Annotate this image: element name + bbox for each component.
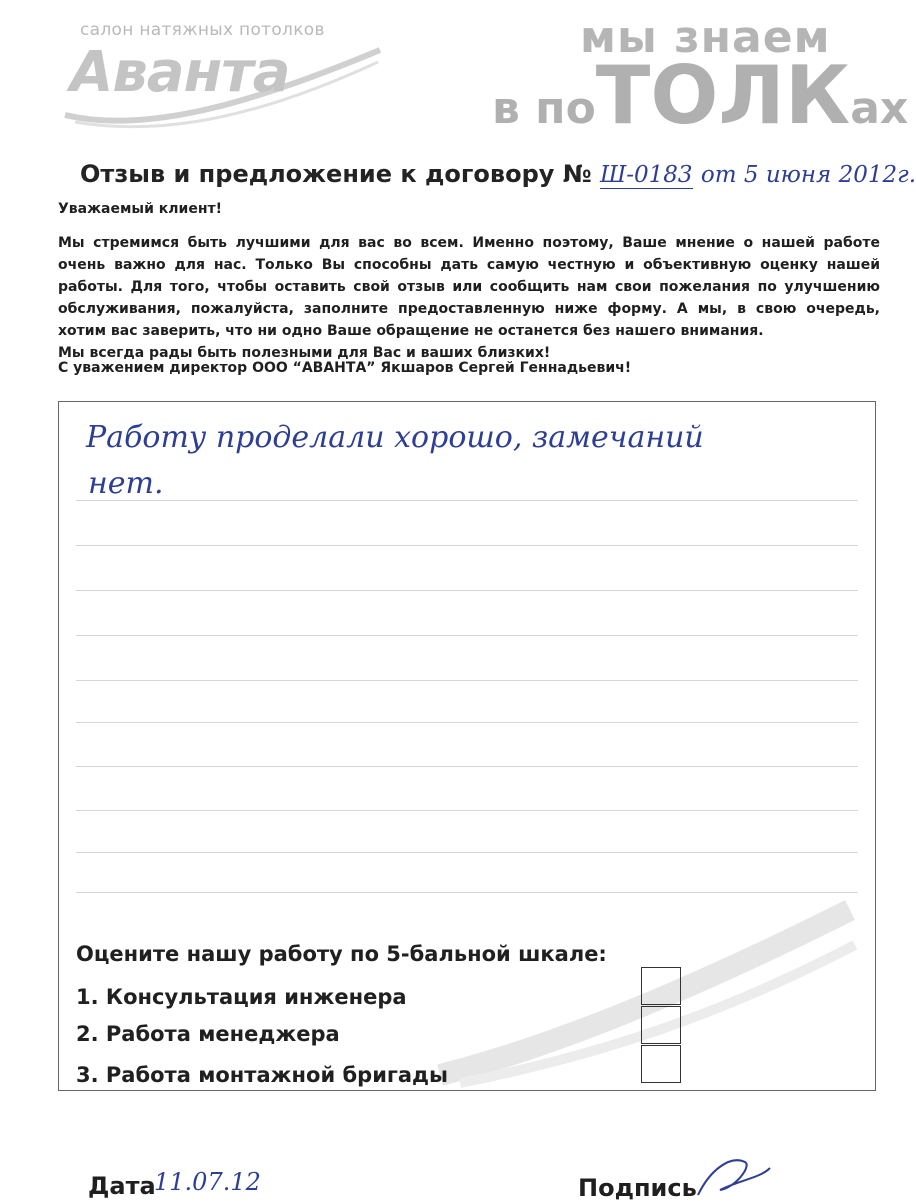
ruled-line: [76, 545, 858, 546]
director-signature-line: С уважением директор ООО “АВАНТА” Якшаров Сергей Геннадьевич!: [58, 360, 632, 376]
slogan-suffix: ах: [850, 83, 909, 134]
ruled-line: [76, 892, 858, 893]
ruled-line: [76, 852, 858, 853]
rating-item-installers: 3. Работа монтажной бригады: [76, 1063, 449, 1087]
intro-text: [58, 232, 880, 364]
handwritten-signature-icon: [690, 1150, 780, 1200]
logo-name: Аванта: [70, 40, 290, 105]
intro-paragraph: Мы стремимся быть лучшими для вас во всем. Именно поэтому, Ваше мнение о нашей работе очень важно для нас. Только Вы способны дать самую честную и объективную оценку нашей работы. Для того, чтобы оставить свой отзыв или сообщить нам свои пожелания по улучшению обслуживания, пожалуйста, заполните предоставленную ниже форму. А мы, в свою очередь, хотим вас заверить, что ни одно Ваше обращение не останется без нашего внимания.: [58, 235, 880, 339]
ruled-line: [76, 680, 858, 681]
feedback-handwritten-line2: нет.: [88, 466, 164, 501]
date-label: Дата: [88, 1172, 156, 1200]
slogan-big: ТОЛК: [595, 49, 851, 142]
form-title: [80, 160, 916, 188]
rating-title: Оцените нашу работу по 5-бальной шкале:: [76, 942, 607, 966]
rating-box-installers[interactable]: [641, 1045, 681, 1083]
rating-item-engineer: 1. Консультация инженера: [76, 985, 407, 1009]
slogan-line2: [492, 49, 909, 149]
greeting: Уважаемый клиент!: [58, 201, 222, 217]
contract-date: от 5 июня 2012г.: [700, 162, 916, 188]
ruled-line: [76, 766, 858, 767]
form-title-text: Отзыв и предложение к договору №: [80, 160, 592, 188]
feedback-handwritten-line1: Работу проделали хорошо, замечаний: [86, 420, 704, 455]
rating-item-manager: 2. Работа менеджера: [76, 1022, 340, 1046]
logo-tagline: салон натяжных потолков: [80, 20, 325, 40]
ruled-line: [76, 500, 858, 501]
ruled-line: [76, 810, 858, 811]
rating-box-engineer[interactable]: [641, 967, 681, 1005]
date-value: 11.07.12: [154, 1168, 261, 1196]
slogan-line1: мы знаем: [580, 12, 831, 63]
slogan-prefix: в по: [492, 83, 596, 134]
signature-label: Подпись: [578, 1174, 697, 1202]
ruled-line: [76, 722, 858, 723]
rating-box-manager[interactable]: [641, 1006, 681, 1044]
intro-line2: Мы всегда рады быть полезными для Вас и ваших близких!: [58, 345, 551, 361]
ruled-line: [76, 635, 858, 636]
contract-number: Ш-0183: [600, 162, 693, 188]
ruled-line: [76, 590, 858, 591]
